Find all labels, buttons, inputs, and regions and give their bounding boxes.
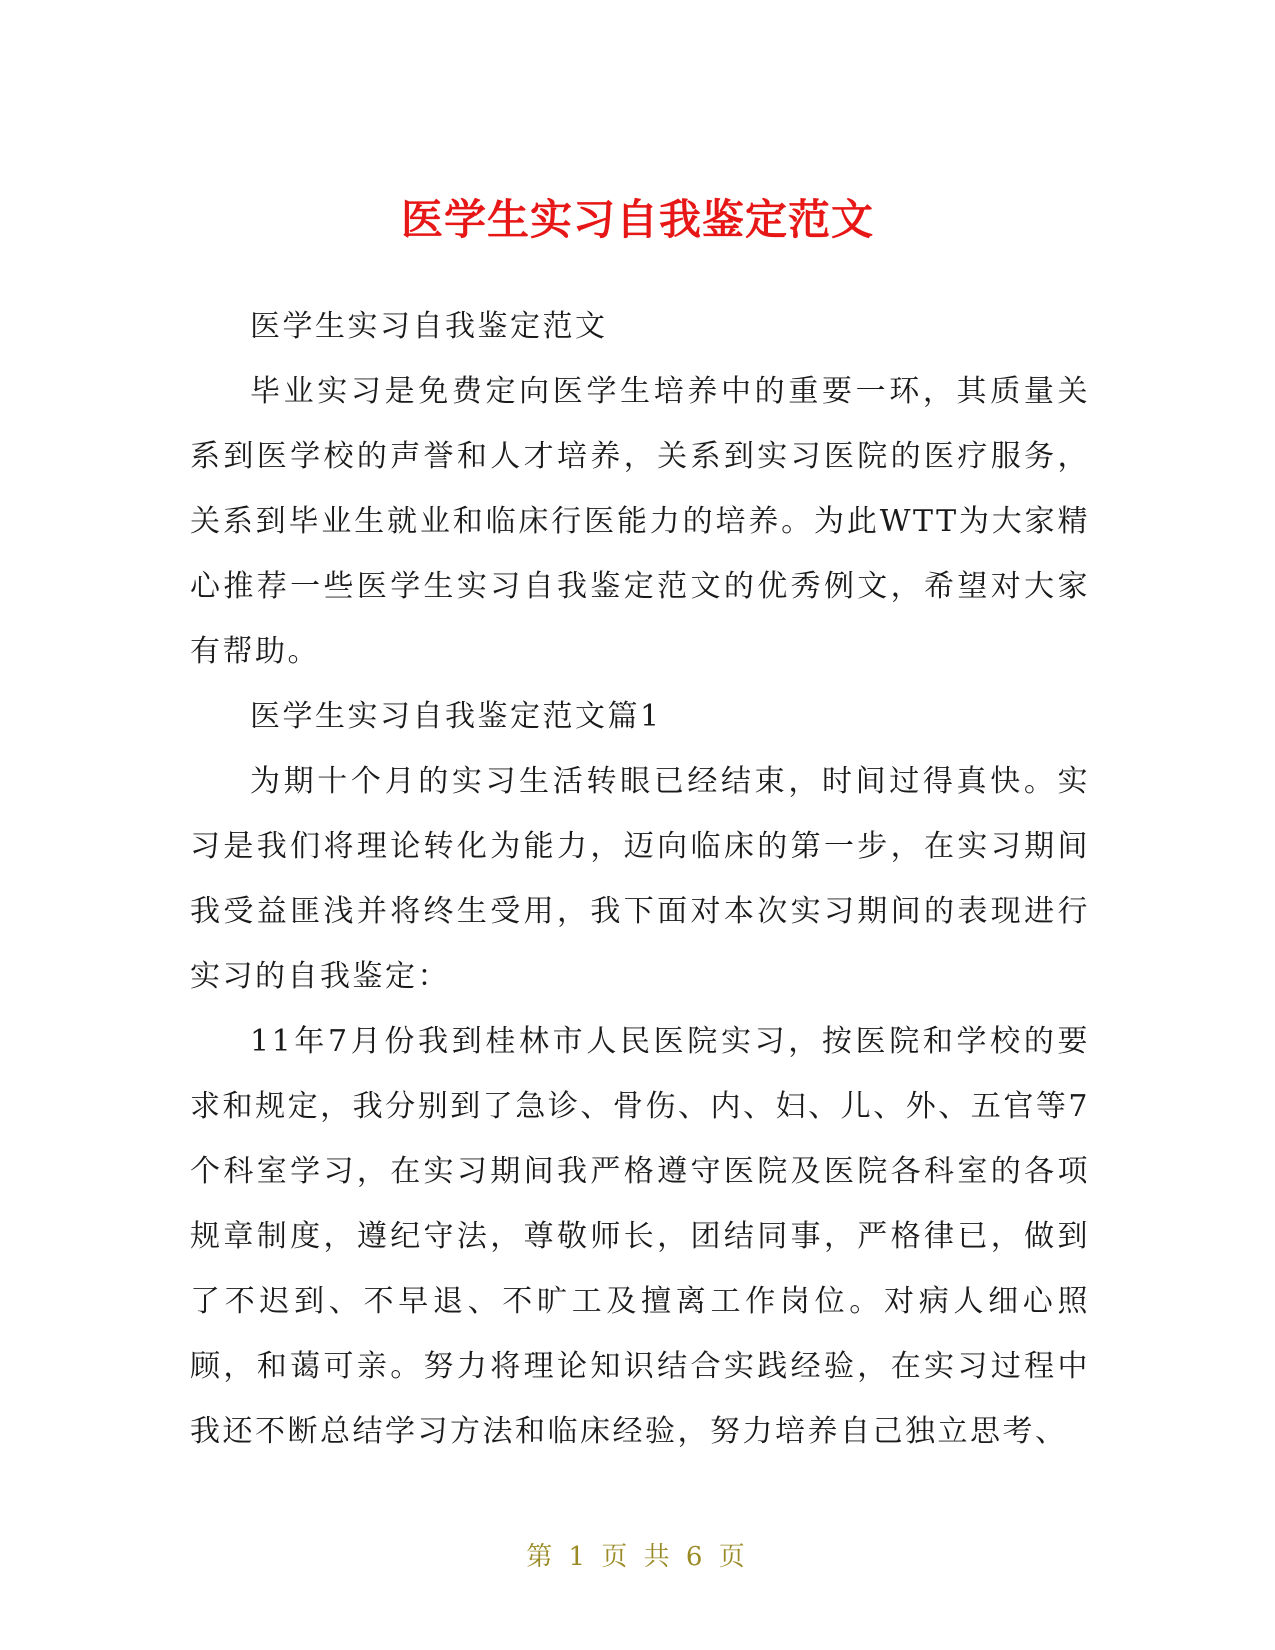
- paragraph-body-2: 11年7月份我到桂林市人民医院实习，按医院和学校的要求和规定，我分别到了急诊、骨伤、内、妇、儿、外、五官等7个科室学习，在实习期间我严格遵守医院及医院各科室的各项规章制度，遵纪守法，尊敬师长，团结同事，严格律已，做到了不迟到、不早退、不旷工及擅离工作岗位。对病人细心照顾，和蔼可亲。努力将理论知识结合实践经验，在实习过程中我还不断总结学习方法和临床经验，努力培养自己独立思考、: [190, 1024, 1090, 1449]
- page-number-footer: 第 1 页 共 6 页: [526, 1542, 749, 1572]
- paragraph-intro: 毕业实习是免费定向医学生培养中的重要一环，其质量关系到医学校的声誉和人才培养，关系到实习医院的医疗服务，关系到毕业生就业和临床行医能力的培养。为此WTT为大家精心推荐一些医学生实习自我鉴定范文的优秀例文，希望对大家有帮助。: [190, 374, 1090, 669]
- paragraph-body-1: 为期十个月的实习生活转眼已经结束，时间过得真快。实习是我们将理论转化为能力，迈向临床的第一步，在实习期间我受益匪浅并将终生受用，我下面对本次实习期间的表现进行实习的自我鉴定：: [190, 764, 1090, 994]
- document-title: 医学生实习自我鉴定范文: [400, 195, 874, 245]
- paragraph-heading: 医学生实习自我鉴定范文: [250, 309, 608, 344]
- paragraph-section-heading: 医学生实习自我鉴定范文篇1: [250, 699, 662, 734]
- document-body: [190, 294, 1090, 1464]
